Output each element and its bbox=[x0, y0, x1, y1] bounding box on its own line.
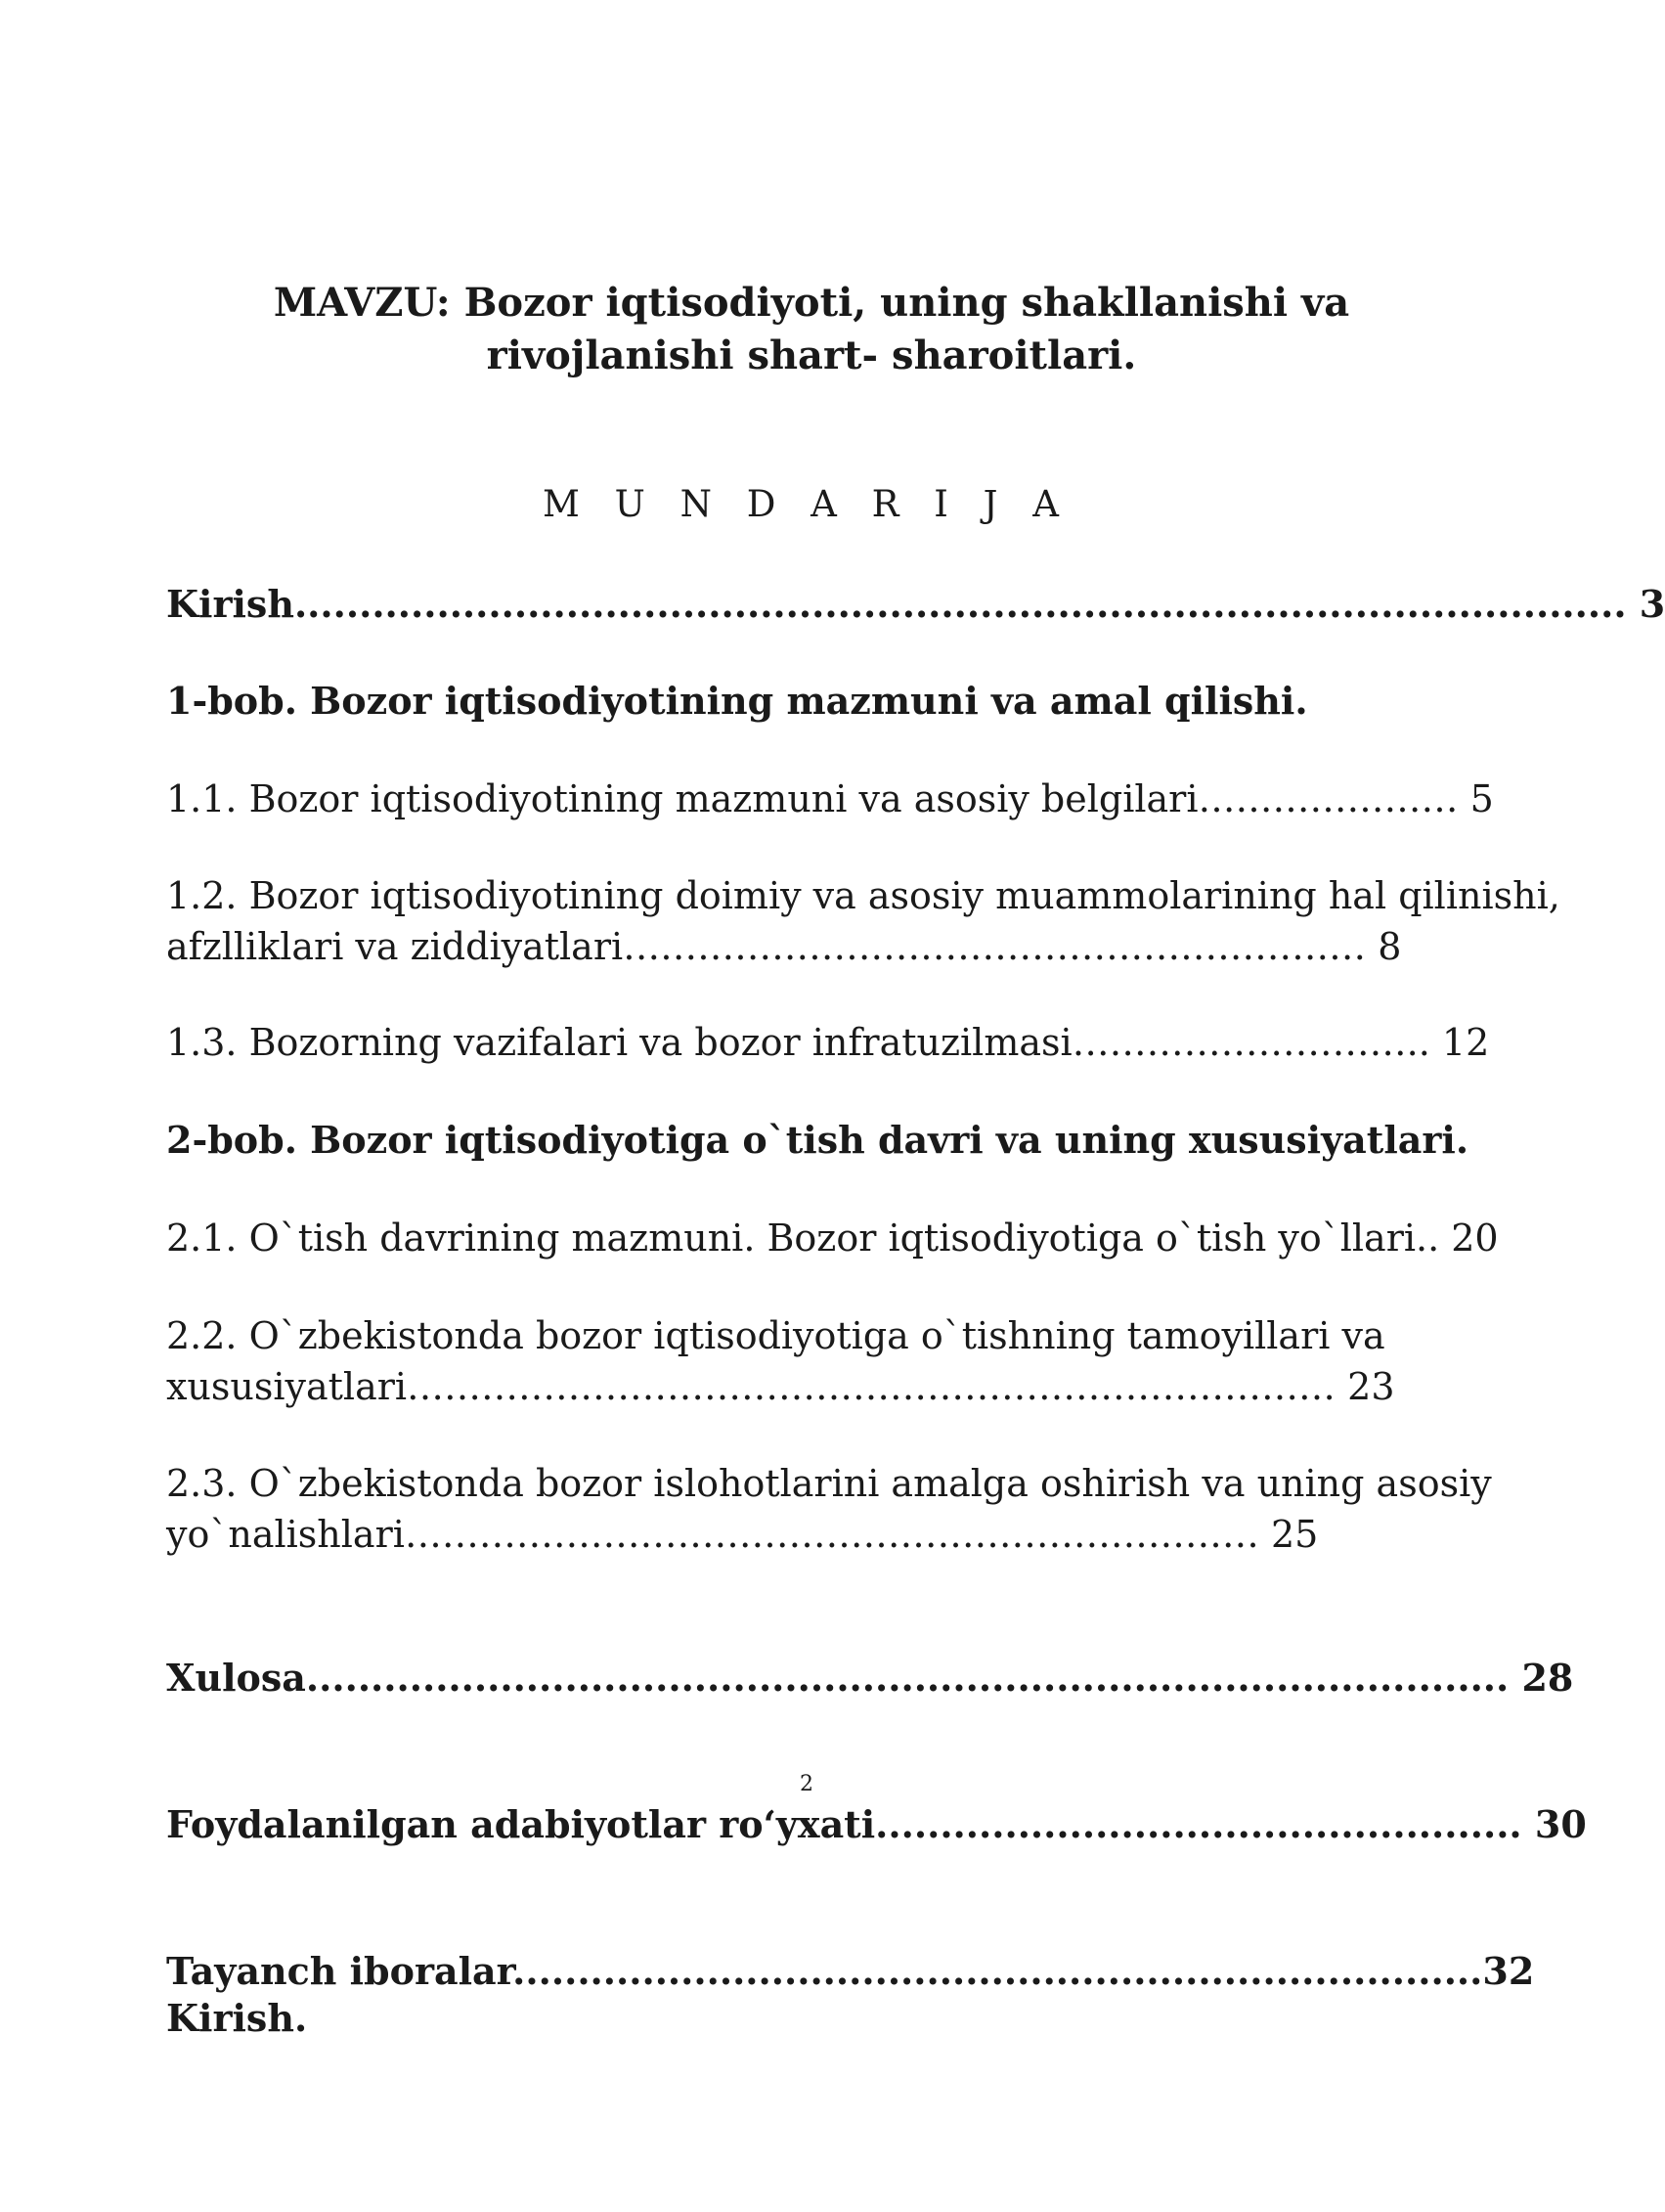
toc-chapter-1 bbox=[166, 676, 1308, 727]
toc-entry-page: 25 bbox=[1258, 1513, 1319, 1556]
toc-entry-text-line-1: 2.2. O`zbekistonda bozor iqtisodiyotiga o`tishning tamoyillari va bbox=[166, 1314, 1385, 1357]
toc-heading: M U N D A R I J A bbox=[543, 483, 1071, 525]
toc-entry-page: 8 bbox=[1366, 925, 1402, 968]
toc-entry-kirish bbox=[166, 579, 1665, 630]
toc-entry-key-terms bbox=[166, 1946, 1534, 1997]
toc-entry-page: 5 bbox=[1458, 777, 1494, 820]
toc-entry-page: 23 bbox=[1336, 1365, 1395, 1408]
toc-entry-text: 2.1. O`tish davrining mazmuni. Bozor iqtisodiyotiga o`tish yo`llari.. bbox=[166, 1217, 1440, 1260]
toc-entry-references bbox=[166, 1799, 1587, 1850]
page-number: 2 bbox=[800, 1772, 813, 1796]
toc-entry-text: 1.1. Bozor iqtisodiyotining mazmuni va asosiy belgilari………………… bbox=[166, 777, 1459, 820]
toc-entry-text: Foydalanilgan adabiyotlar ro‘yxati.................................................. bbox=[166, 1802, 1522, 1846]
title-line-2: rivojlanishi shart- sharoitlari. bbox=[486, 332, 1137, 378]
toc-entry-page: 28 bbox=[1509, 1656, 1574, 1700]
toc-entry-2-2 bbox=[166, 1310, 1395, 1412]
toc-entry-page: 12 bbox=[1429, 1021, 1490, 1064]
toc-entry-text: 1-bob. Bozor iqtisodiyotining mazmuni va amal qilishi. bbox=[166, 679, 1308, 723]
toc-entry-text-line-2: xususiyatlari………………………………………………………………… bbox=[166, 1365, 1336, 1408]
toc-entry-page: 32 bbox=[1482, 1949, 1535, 1993]
toc-entry-text: 1.3. Bozorning vazifalari va bozor infratuzilmasi……………………….. bbox=[166, 1021, 1430, 1064]
toc-entry-text: Tayanch iboralar........................................................................... bbox=[166, 1949, 1483, 1993]
title-line-1: MAVZU: Bozor iqtisodiyoti, uning shakllanishi va bbox=[273, 280, 1350, 326]
toc-entry-1-3 bbox=[166, 1017, 1489, 1068]
toc-entry-page: 3 bbox=[1626, 582, 1665, 626]
toc-entry-text: 2-bob. Bozor iqtisodiyotiga o`tish davri va uning xususiyatlari. bbox=[166, 1118, 1469, 1162]
toc-entry-text-line-1: 2.3. O`zbekistonda bozor islohotlarini amalga oshirish va uning asosiy bbox=[166, 1462, 1492, 1505]
toc-chapter-2 bbox=[166, 1115, 1468, 1166]
toc-entry-1-2 bbox=[166, 870, 1560, 972]
document-title bbox=[196, 277, 1427, 382]
toc-entry-1-1 bbox=[166, 774, 1494, 824]
toc-entry-text: Kirish....................................................................................................... bbox=[166, 582, 1627, 626]
toc-entry-2-1 bbox=[166, 1213, 1499, 1263]
toc-entry-xulosa bbox=[166, 1653, 1573, 1703]
toc-entry-text: Xulosa............................................................................................. bbox=[166, 1656, 1510, 1700]
toc-entry-text-line-2: yo`nalishlari…………………………………………………………… bbox=[166, 1513, 1259, 1556]
section-heading-text: Kirish. bbox=[166, 1996, 308, 2040]
toc-entry-text-line-2: afzlliklari va ziddiyatlari…………………………………………………… bbox=[166, 925, 1367, 968]
toc-entry-text-line-1: 1.2. Bozor iqtisodiyotining doimiy va asosiy muammolarining hal qilinishi, bbox=[166, 874, 1560, 917]
section-heading-kirish bbox=[166, 1993, 307, 2044]
toc-entry-page: 30 bbox=[1521, 1802, 1587, 1846]
toc-entry-2-3 bbox=[166, 1458, 1492, 1560]
toc-entry-page: 20 bbox=[1439, 1217, 1499, 1260]
